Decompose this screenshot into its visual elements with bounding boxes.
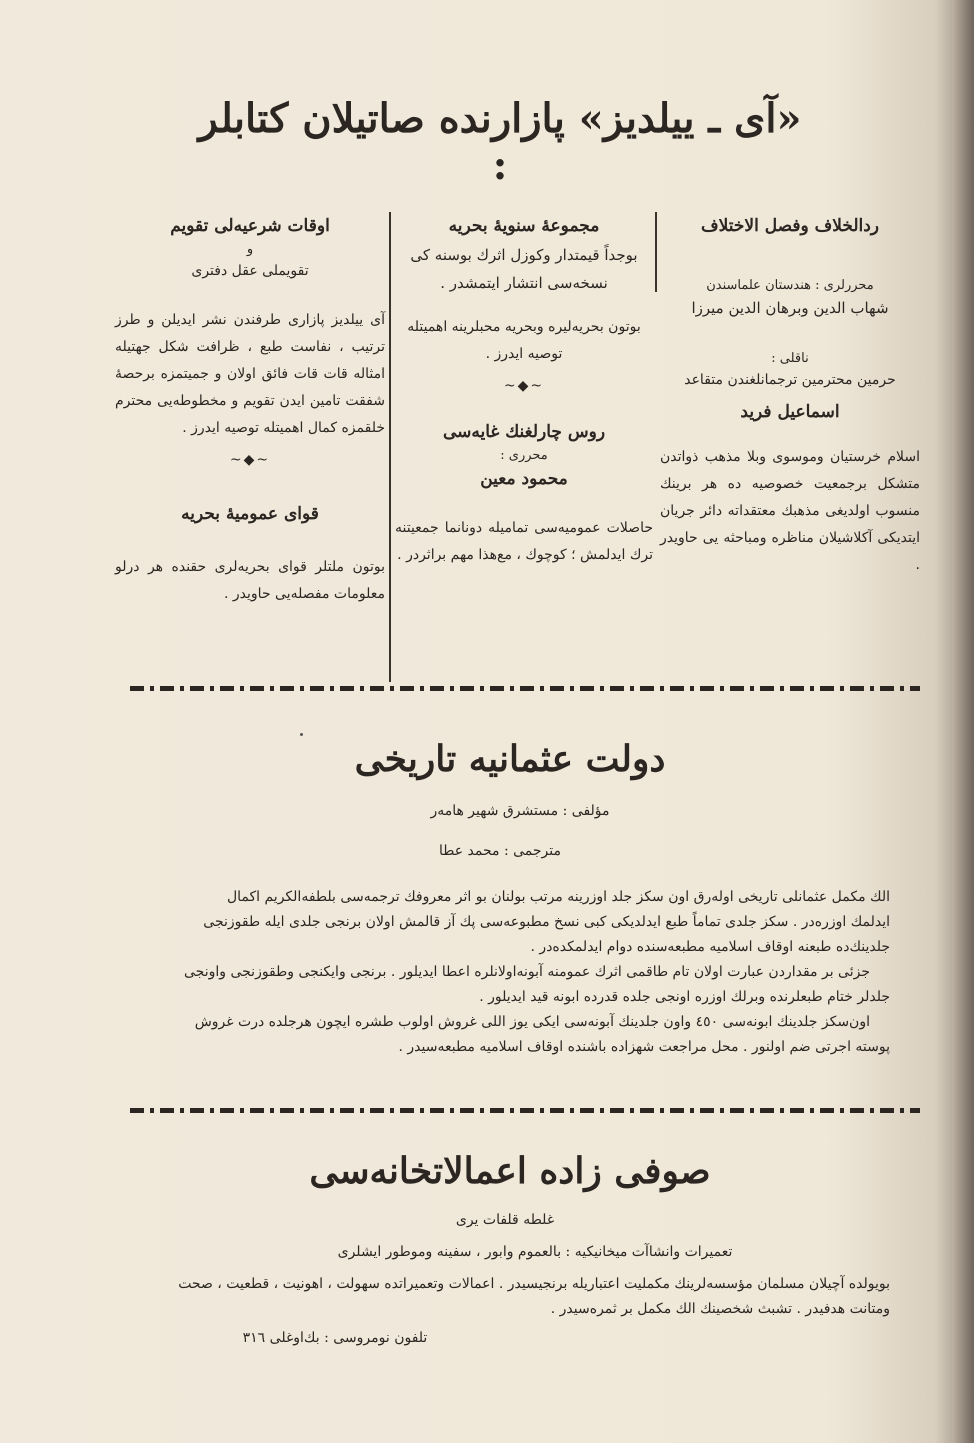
authors: شهاب الدین وبرهان الدین میرزا	[691, 299, 889, 317]
body-line: ومتانت هدفیدر . تشبث شخصینك الك مکمل بر ثمره‌سیدر .	[550, 1301, 890, 1317]
history-title: دولت عثمانیه تاریخی	[354, 738, 666, 780]
translator-name: اسماعیل فرید	[740, 402, 840, 422]
author-label: محرری :	[500, 448, 548, 463]
section-divider	[130, 686, 920, 691]
stray-mark	[300, 733, 303, 736]
history-body	[120, 885, 890, 1060]
column-divider	[389, 212, 391, 682]
book-spine-shadow	[952, 0, 974, 1443]
body-line: جلدینك‌ده طبعنه اوقاف اسلامیه مطبعه‌سنده دوام ایدلمکده‌در .	[530, 939, 890, 955]
workshop-address: غلطه قلفات یری	[455, 1212, 555, 1228]
ad-column-right	[660, 210, 920, 680]
page-title: «آی ـ ییلدیز» پازارنده صاتیلان کتابلر :	[198, 95, 802, 189]
author: محمود معین	[480, 469, 568, 489]
workshop-services: تعمیرات وانشاآت میخانیکیه : بالعموم وابور ، سفینه وموطور ایشلری	[337, 1244, 733, 1260]
ad-subtitle-2: نسخه‌سی انتشار ایتمشدر .	[440, 274, 608, 292]
ad-body: آی ییلدیز پازاری طرفندن نشر ایدیلن و طرز ترتیب ، نفاست طبع ، ظرافت شکل جهتیله امثاله قات قات فائق اولان و جمیتمزه برحصهٔ شفقت تامین ایدن تقویم و مخطوطه‌یی محترم خلقمزه کمال اهمیتله توصیه ایدرز .	[115, 312, 385, 436]
ad-body: اسلام خرستیان وموسوی وبلا مذهب ذواتدن متشکل برجمعیت خصوصیه ده هر برینك منسوب اولدیغی مذهبك معتقداته دائر جریان ایتدیکی آکلاشیلان مناظره ومباحثه یی حاویدر .	[660, 449, 920, 573]
body-line: ایدلمك اوزره‌در . سکز جلدی تماماً طبع ایدلدیکی کبی نسخ مطبوعه‌سی پك آز قالمش اولان برنجی جلدی ایله طقوزنجی	[203, 914, 890, 930]
body-line: الك مکمل عثمانلی تاریخی اولەرق اون سکز جلد اوزرینه مرتب بولنان بو اثر معروفك ترجمه‌سی بلطفه‌الکریم اکمال	[226, 889, 890, 905]
body-line: جلدلر ختام طبعلرنده وبرلك اوزره اونجی جلده قدرده ابونه قید ایدیلور .	[479, 989, 890, 1005]
ad-body-2: حاصلات عمومیه‌سی تماميله دونانما جمعیتنه ترك ایدلمش ؛ کوچوك ، مع‌هذا مهم براثردر .	[395, 520, 653, 563]
workshop-body	[150, 1272, 890, 1322]
ornament: ~◆~	[229, 452, 271, 468]
ad-subtitle: بوجداً قیمتدار وکوزل اثرك بوسنه کی	[410, 246, 638, 264]
translator-label: ناقلی :	[771, 351, 809, 366]
ad-title-2: قوای عمومیهٔ بحریه	[181, 504, 319, 524]
ad-title: مجموعهٔ سنویهٔ بحریه	[448, 216, 600, 236]
ad-title: اوقات شرعیه‌لی تقویم	[170, 216, 330, 236]
ad-title-2: روس چارلغنك غایه‌سی	[442, 422, 606, 442]
history-author: مؤلفی : مستشرق شهیر هامه‌ر	[430, 803, 610, 819]
body-line: بویولده آچیلان مسلمان مؤسسه‌لرینك مکملیت اعتباریله برنجیسیدر . اعمالات وتعمیراتده سهولت ، اهونیت ، قطعیت ، صحت	[178, 1276, 890, 1292]
body-line: اون‌سکز جلدینك ابونه‌سی ٤٥٠ واون جلدینك آبونه‌سی ایکی یوز اللی غروش اولوب طشره ایچون هرجلده درت غروش	[194, 1014, 870, 1030]
body-line: جزئی بر مقداردن عبارت اولان تام طاقمی اثرك عمومنه آبونه‌اولانلره اعطا ایدیلور . برنجی وایکنجی وطقوزنجی واونجی	[184, 964, 870, 980]
conjunction: و	[246, 242, 254, 257]
history-translator: مترجمی : محمد عطا	[438, 843, 561, 859]
translator-desc: حرمین محترمین ترجمانلغندن متقاعد	[684, 372, 896, 388]
workshop-title: صوفی زاده اعمالاتخانه‌سی	[309, 1150, 711, 1192]
ad-title: ردالخلاف وفصل الاختلاف	[700, 216, 880, 236]
workshop-phone: تلفون نومروسی : بك‌اوغلی ٣١٦	[242, 1330, 428, 1346]
ad-column-left	[115, 210, 385, 680]
ornament: ~◆~	[503, 378, 545, 394]
ad-column-middle	[395, 210, 653, 680]
column-divider	[655, 212, 657, 292]
section-divider	[130, 1108, 920, 1113]
ad-note: بوتون بحریه‌لیره وبحریه محبلرینه اهمیتله توصیه ایدرز .	[407, 319, 641, 362]
ad-body-2: بوتون ملتلر قوای بحریه‌لری حقنده هر درلو معلومات مفصله‌یی حاویدر .	[115, 559, 385, 602]
authors-label: محررلری : هندستان علماسندن	[706, 278, 874, 293]
body-line: پوسته اجرتی ضم اولنور . محل مراجعت شهزاده باشنده اوقاف اسلامیه مطبعه‌سیدر .	[398, 1039, 890, 1055]
ad-subtitle: تقویملی عقل دفتری	[191, 263, 309, 279]
